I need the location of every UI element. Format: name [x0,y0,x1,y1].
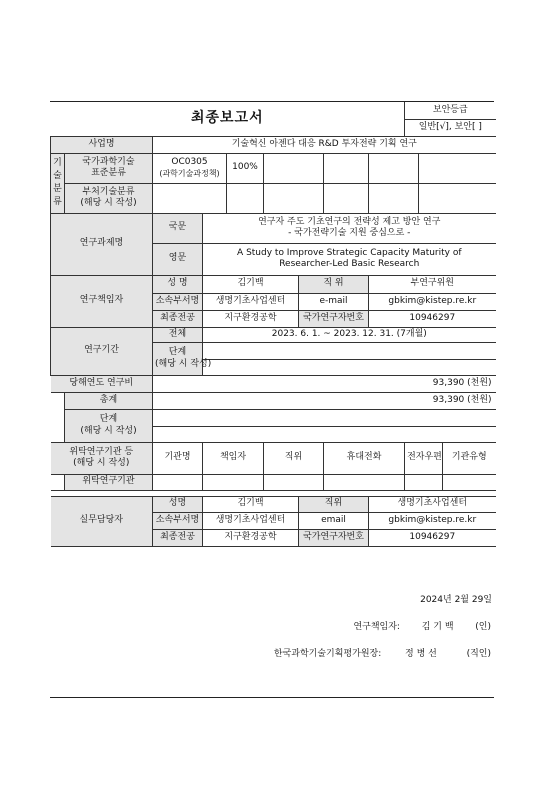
staff-name: 김기백 [203,496,299,512]
president-sign-name: 정 병 선 [405,649,437,659]
tech-class-cell-5 [369,153,419,183]
staff-email-label: email [299,512,369,529]
budget-sum-value: 93,390 (천원) [153,392,496,409]
researcher-seal: (인) [475,622,491,632]
national-tech-class-percent: 100% [227,153,264,183]
researcher-id: 10946297 [369,310,496,327]
staff-dept-label: 소속부서명 [153,512,203,529]
report-form [50,102,496,547]
budget-value: 93,390 (천원) [153,375,496,392]
tech-class-cell-6 [419,153,496,183]
period-total: 2023. 6. 1. ~ 2023. 12. 31. (7개월) [203,327,496,342]
president-signature [274,646,491,659]
researcher-sign-name: 김 기 백 [421,622,454,632]
consign-label: 위탁연구기관 등 (해당 시 작성) [51,442,153,474]
national-tech-class-label: 국가과학기술 표준분류 [65,153,153,183]
report-title: 최종보고서 [51,102,405,136]
consign-col-type: 기관유형 [443,442,496,474]
president-seal: (직인) [466,649,491,659]
consign-col-phone: 휴대전화 [324,442,405,474]
researcher-dept: 생명기초사업센터 [203,293,299,310]
consign-org-cell-4 [324,474,405,490]
period-stage-row-2 [203,359,496,375]
business-name-value: 기술혁신 아젠다 대응 R&D 투자전략 기획 연구 [153,136,496,153]
period-total-label: 전체 [153,327,203,342]
tech-class-cell-4 [324,153,369,183]
researcher-id-label: 국가연구자번호 [299,310,369,327]
budget-stage-row-1 [153,409,496,426]
consign-org-label: 위탁연구기관 [65,474,153,490]
project-title-label: 연구과제명 [51,213,153,275]
researcher-position-label: 직 위 [299,275,369,293]
researcher-dept-label: 소속부서명 [153,293,203,310]
consign-col-org: 기관명 [153,442,203,474]
research-period-label: 연구기간 [51,327,153,375]
project-title-eng: A Study to Improve Strategic Capacity Maturity of Researcher-Led Basic Research [203,243,496,275]
staff-position-label: 직위 [299,496,369,512]
period-stage-label: 단계 (해당 시 작성) [153,342,203,375]
researcher-name: 김기백 [203,275,299,293]
researcher-major: 지구환경공학 [203,310,299,327]
ministry-class-cell-6 [419,183,496,213]
ministry-class-cell-3 [264,183,324,213]
staff-id-label: 국가연구자번호 [299,529,369,546]
researcher-major-label: 최종전공 [153,310,203,327]
tech-class-cell-3 [264,153,324,183]
researcher-position: 부연구위원 [369,275,496,293]
ministry-class-cell-1 [153,183,227,213]
consign-org-cell-1 [153,474,203,490]
consign-org-cell-5 [405,474,443,490]
researcher-name-label: 성 명 [153,275,203,293]
researcher-sign-label: 연구책임자: [353,622,400,632]
bottom-rule [50,697,494,698]
staff-name-label: 성명 [153,496,203,512]
security-grade-value: 일반[√], 보안[ ] [405,119,496,136]
budget-stage-label: 단계 (해당 시 작성) [65,409,153,442]
consign-indent [51,474,65,490]
budget-indent [51,392,65,442]
project-title-kor: 연구자 주도 기초연구의 전략성 제고 방안 연구 - 국가전략기술 지원 중심으로 - [203,213,496,243]
researcher-email-label: e-mail [299,293,369,310]
researcher-label: 연구책임자 [51,275,153,327]
president-sign-label: 한국과학기술기획평가원장: [273,649,382,659]
staff-id: 10946297 [369,529,496,546]
budget-label: 당해연도 연구비 [51,375,153,392]
tech-class-group-label: 기 술 분 류 [51,153,65,213]
consign-col-position: 직위 [264,442,324,474]
consign-org-cell-3 [264,474,324,490]
consign-col-manager: 책임자 [203,442,264,474]
consign-org-cell-2 [203,474,264,490]
ministry-class-cell-4 [324,183,369,213]
staff-label: 실무담당자 [51,496,153,546]
researcher-signature [353,619,491,632]
ministry-class-cell-2 [227,183,264,213]
ministry-tech-class-label: 부처기술분류 (해당 시 작성) [65,183,153,213]
staff-email: gbkim@kistep.re.kr [369,512,496,529]
staff-major: 지구환경공학 [203,529,299,546]
budget-stage-row-2 [153,426,496,442]
security-grade-label: 보안등급 [405,102,496,119]
period-stage-row-1 [203,342,496,359]
project-title-eng-label: 영문 [153,243,203,275]
consign-org-cell-6 [443,474,496,490]
national-tech-class-code: OC0305 (과학기술과정책) [153,153,227,183]
consign-col-email: 전자우편 [405,442,443,474]
budget-sum-label: 총계 [65,392,153,409]
business-name-label: 사업명 [51,136,153,153]
report-date: 2024년 2월 29일 [420,595,492,605]
ministry-class-cell-5 [369,183,419,213]
researcher-email: gbkim@kistep.re.kr [369,293,496,310]
staff-position: 생명기초사업센터 [369,496,496,512]
staff-dept: 생명기초사업센터 [203,512,299,529]
staff-major-label: 최종전공 [153,529,203,546]
project-title-kor-label: 국문 [153,213,203,243]
